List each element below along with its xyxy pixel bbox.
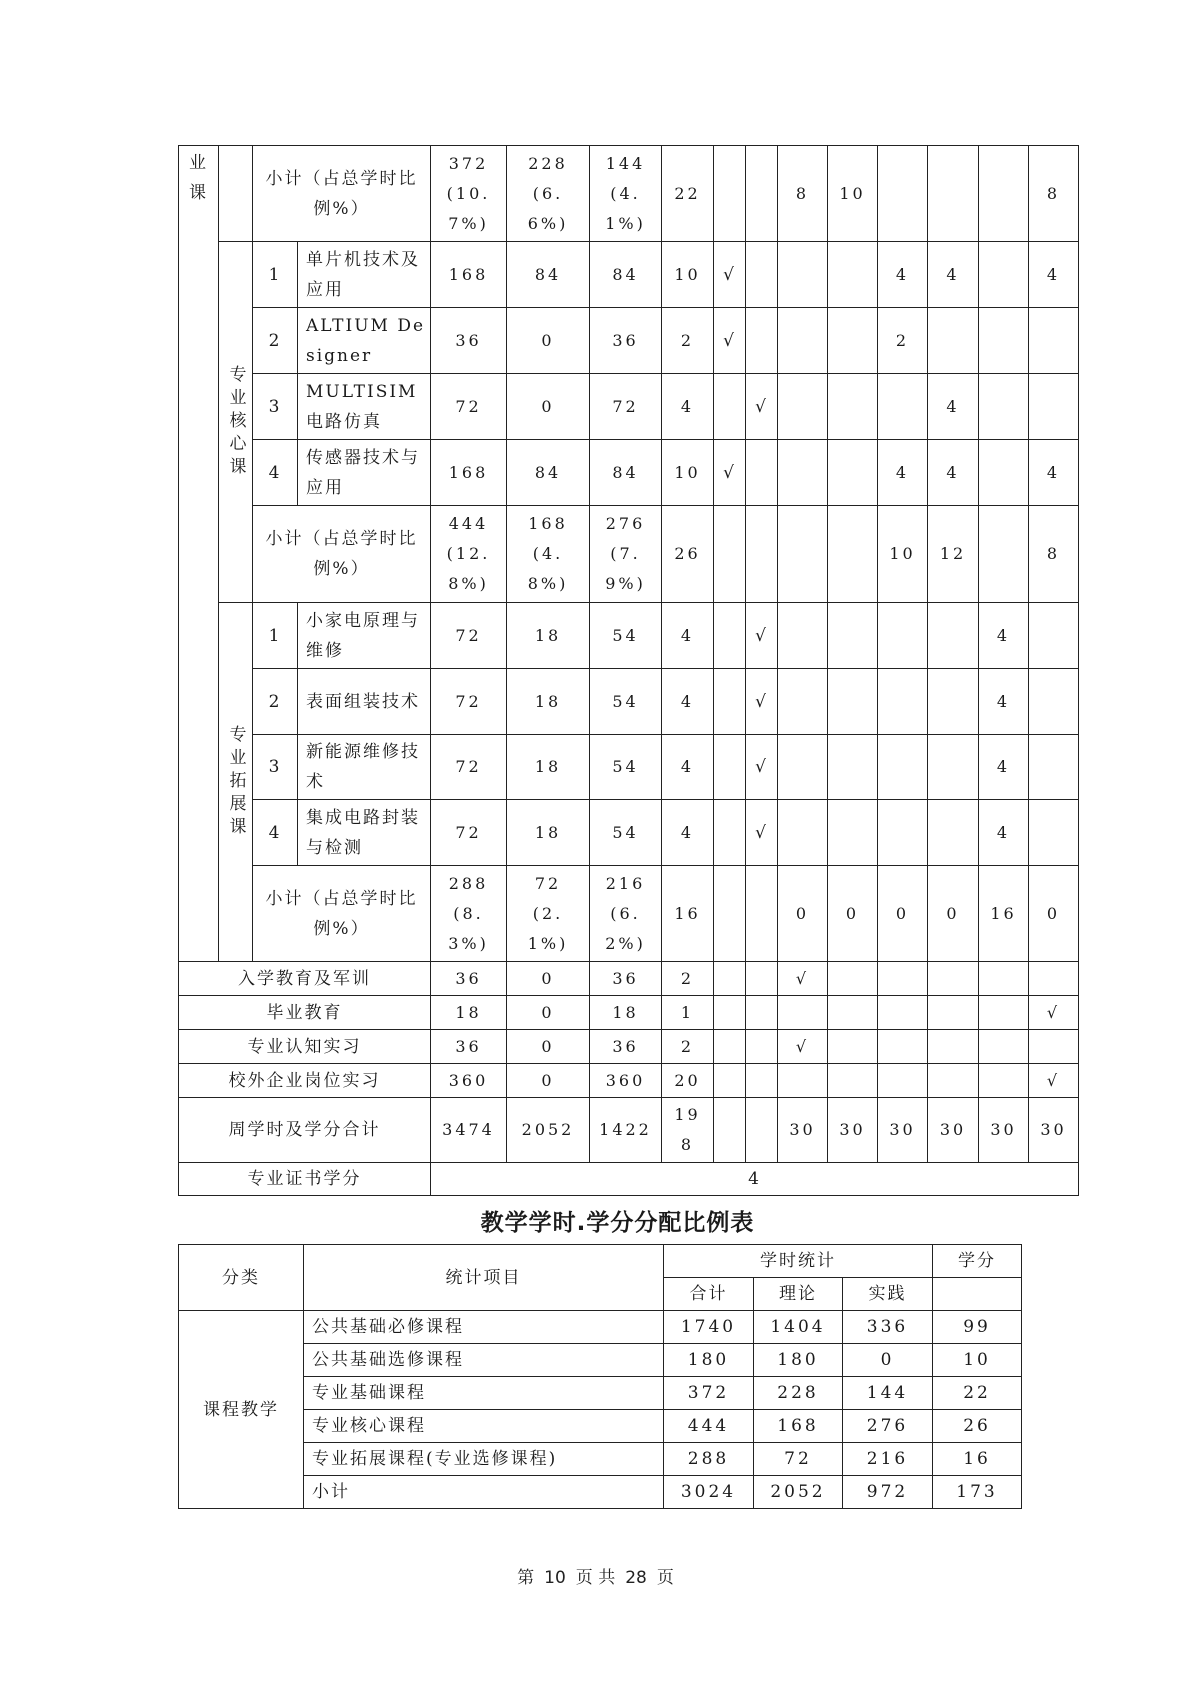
core-course-row: [179, 242, 1079, 308]
credits-cell: 4: [662, 800, 714, 866]
practice-hours-cell: 144 (4.1%): [590, 146, 662, 242]
course-name: 传感器技术与应用: [298, 440, 431, 506]
semester-3-cell: [878, 374, 928, 440]
check-mark-cell: [746, 1030, 778, 1064]
check-mark-cell: √: [746, 374, 778, 440]
total-hours-cell: 372 (10.7%): [431, 146, 507, 242]
semester-1-cell: 30: [778, 1098, 828, 1163]
semester-1-cell: [778, 506, 828, 603]
theory-hours-cell: 84: [507, 440, 590, 506]
footer-mid: 页 共: [575, 1568, 616, 1588]
theory-hours-cell: 72: [754, 1443, 843, 1476]
semester-3-cell: 2: [878, 308, 928, 374]
course-number: 2: [253, 669, 298, 735]
ratio-table-row: [179, 1410, 1022, 1443]
semester-3-cell: [878, 996, 928, 1030]
exam-mark-cell: [714, 146, 746, 242]
semester-4-cell: [928, 962, 979, 996]
grand-total-row: [179, 1098, 1079, 1163]
semester-2-cell: [828, 800, 878, 866]
total-hours-cell: 72: [431, 669, 507, 735]
grand-total-label: 周学时及学分合计: [179, 1098, 431, 1163]
total-hours-cell: 168: [431, 440, 507, 506]
semester-1-cell: [778, 669, 828, 735]
credits-cell: 20: [662, 1064, 714, 1098]
practice-hours-cell: 144: [843, 1377, 933, 1410]
footer-suffix: 页: [656, 1568, 674, 1588]
semester-1-cell: [778, 996, 828, 1030]
semester-5-cell: [979, 374, 1029, 440]
semester-2-cell: [828, 1064, 878, 1098]
theory-hours-cell: 228: [754, 1377, 843, 1410]
semester-6-cell: 4: [1029, 242, 1079, 308]
semester-5-cell: 30: [979, 1098, 1029, 1163]
credits-cell: 1: [662, 996, 714, 1030]
semester-3-cell: [878, 669, 928, 735]
total-hours-cell: 36: [431, 962, 507, 996]
semester-4-cell: [928, 603, 979, 669]
core-course-group-label: 专业核心课: [219, 242, 253, 603]
theory-hours-cell: 0: [507, 374, 590, 440]
course-name: 小家电原理与维修: [298, 603, 431, 669]
ratio-table-row: [179, 1311, 1022, 1344]
header-credits-blank: [933, 1278, 1022, 1311]
exam-mark-cell: [714, 866, 746, 962]
semester-6-cell: [1029, 603, 1079, 669]
practice-hours-cell: 1422: [590, 1098, 662, 1163]
total-hours-cell: 3474: [431, 1098, 507, 1163]
credits-cell: 10: [662, 242, 714, 308]
check-mark-cell: [746, 146, 778, 242]
semester-6-cell: [1029, 669, 1079, 735]
semester-4-cell: 12: [928, 506, 979, 603]
practice-hours-cell: 54: [590, 735, 662, 800]
theory-hours-cell: 2052: [507, 1098, 590, 1163]
credits-cell: 10: [933, 1344, 1022, 1377]
total-hours-cell: 168: [431, 242, 507, 308]
semester-4-cell: 0: [928, 866, 979, 962]
semester-6-cell: [1029, 800, 1079, 866]
practice-hours-cell: 84: [590, 440, 662, 506]
semester-6-cell: [1029, 308, 1079, 374]
credits-cell: 26: [662, 506, 714, 603]
credits-cell: 99: [933, 1311, 1022, 1344]
exam-mark-cell: [714, 1098, 746, 1163]
semester-2-cell: [828, 735, 878, 800]
check-mark-cell: [746, 440, 778, 506]
total-hours-cell: 372: [664, 1377, 754, 1410]
theory-hours-cell: 0: [507, 308, 590, 374]
theory-hours-cell: 168 (4.8%): [507, 506, 590, 603]
semester-4-cell: [928, 1064, 979, 1098]
check-mark-cell: √: [746, 669, 778, 735]
semester-5-cell: [979, 440, 1029, 506]
page-footer: [0, 1563, 1191, 1588]
core-course-row: [179, 440, 1079, 506]
semester-2-cell: [828, 962, 878, 996]
semester-3-cell: [878, 603, 928, 669]
ratio-table-row: [179, 1443, 1022, 1476]
expansion-course-group-label: 专业拓展课: [219, 603, 253, 962]
semester-4-cell: 4: [928, 242, 979, 308]
exam-mark-cell: [714, 996, 746, 1030]
item-label: 专业核心课程: [304, 1410, 664, 1443]
practice-hours-cell: 972: [843, 1476, 933, 1509]
theory-hours-cell: 228 (6.6%): [507, 146, 590, 242]
item-label: 小计: [304, 1476, 664, 1509]
header-theory: 理论: [754, 1278, 843, 1311]
activity-label: 入学教育及军训: [179, 962, 431, 996]
credits-cell: 173: [933, 1476, 1022, 1509]
total-hours-cell: 288 (8.3%): [431, 866, 507, 962]
semester-6-cell: 30: [1029, 1098, 1079, 1163]
credits-cell: 10: [662, 440, 714, 506]
course-name: 新能源维修技术: [298, 735, 431, 800]
course-number: 1: [253, 242, 298, 308]
semester-3-cell: 10: [878, 506, 928, 603]
theory-hours-cell: 2052: [754, 1476, 843, 1509]
semester-1-cell: 0: [778, 866, 828, 962]
theory-hours-cell: 0: [507, 962, 590, 996]
exam-mark-cell: [714, 962, 746, 996]
practice-hours-cell: 216: [843, 1443, 933, 1476]
semester-1-cell: [778, 242, 828, 308]
semester-1-cell: [778, 603, 828, 669]
credits-cell: 4: [662, 603, 714, 669]
exam-mark-cell: [714, 1030, 746, 1064]
credits-cell: 16: [933, 1443, 1022, 1476]
credits-cell: 4: [662, 669, 714, 735]
credits-cell: 22: [662, 146, 714, 242]
semester-5-cell: 4: [979, 735, 1029, 800]
semester-5-cell: [979, 506, 1029, 603]
header-credits: 学分: [933, 1245, 1022, 1278]
credits-cell: 4: [662, 374, 714, 440]
theory-hours-cell: 0: [507, 996, 590, 1030]
semester-6-cell: [1029, 374, 1079, 440]
exam-mark-cell: [714, 1064, 746, 1098]
check-mark-cell: √: [746, 800, 778, 866]
semester-3-cell: 4: [878, 440, 928, 506]
semester-6-cell: 8: [1029, 506, 1079, 603]
category-label-fragment: 业 课: [179, 146, 219, 962]
credits-cell: 4: [662, 735, 714, 800]
semester-3-cell: 0: [878, 866, 928, 962]
total-hours-cell: 36: [431, 308, 507, 374]
theory-hours-cell: 0: [507, 1064, 590, 1098]
course-number: 1: [253, 603, 298, 669]
semester-5-cell: [979, 1064, 1029, 1098]
item-label: 公共基础选修课程: [304, 1344, 664, 1377]
group-label-blank: [219, 146, 253, 242]
semester-2-cell: 30: [828, 1098, 878, 1163]
total-hours-cell: 18: [431, 996, 507, 1030]
theory-hours-cell: 72 (2.1%): [507, 866, 590, 962]
semester-5-cell: 4: [979, 669, 1029, 735]
practice-hours-cell: 360: [590, 1064, 662, 1098]
expansion-course-row: [179, 669, 1079, 735]
core-course-subtotal-row: [179, 506, 1079, 603]
check-mark-cell: [746, 506, 778, 603]
header-hours-group: 学时统计: [664, 1245, 933, 1278]
practice-hours-cell: 72: [590, 374, 662, 440]
footer-page-number: 10: [544, 1568, 566, 1588]
exam-mark-cell: √: [714, 242, 746, 308]
semester-1-cell: [778, 374, 828, 440]
semester-4-cell: [928, 800, 979, 866]
certificate-credit-row: [179, 1163, 1079, 1196]
ratio-table-title: 教学学时.学分分配比例表: [480, 1210, 755, 1236]
course-number: 4: [253, 440, 298, 506]
semester-2-cell: [828, 506, 878, 603]
semester-6-cell: [1029, 1030, 1079, 1064]
semester-6-cell: √: [1029, 1064, 1079, 1098]
semester-4-cell: [928, 146, 979, 242]
category-label: 课程教学: [179, 1311, 304, 1509]
footer-prefix: 第: [517, 1568, 535, 1588]
footer-total-pages: 28: [625, 1568, 647, 1588]
semester-2-cell: [828, 308, 878, 374]
semester-4-cell: [928, 735, 979, 800]
check-mark-cell: [746, 242, 778, 308]
semester-5-cell: 4: [979, 603, 1029, 669]
credits-cell: 22: [933, 1377, 1022, 1410]
credits-cell: 26: [933, 1410, 1022, 1443]
semester-4-cell: [928, 669, 979, 735]
semester-3-cell: [878, 735, 928, 800]
check-mark-cell: [746, 962, 778, 996]
semester-6-cell: [1029, 962, 1079, 996]
item-label: 专业基础课程: [304, 1377, 664, 1410]
semester-5-cell: [979, 996, 1029, 1030]
semester-6-cell: 8: [1029, 146, 1079, 242]
expansion-course-row: [179, 800, 1079, 866]
header-category: 分类: [179, 1245, 304, 1311]
semester-1-cell: [778, 800, 828, 866]
total-hours-cell: 72: [431, 800, 507, 866]
practice-hours-cell: 216 (6.2%): [590, 866, 662, 962]
semester-2-cell: [828, 1030, 878, 1064]
semester-4-cell: 30: [928, 1098, 979, 1163]
exam-mark-cell: √: [714, 308, 746, 374]
semester-1-cell: [778, 735, 828, 800]
header-total: 合计: [664, 1278, 754, 1311]
total-hours-cell: 3024: [664, 1476, 754, 1509]
exam-mark-cell: [714, 669, 746, 735]
semester-5-cell: [979, 1030, 1029, 1064]
total-hours-cell: 72: [431, 603, 507, 669]
total-hours-cell: 288: [664, 1443, 754, 1476]
credits-cell: 198: [662, 1098, 714, 1163]
total-hours-cell: 444 (12.8%): [431, 506, 507, 603]
core-course-row: [179, 374, 1079, 440]
expansion-course-subtotal-row: [179, 866, 1079, 962]
exam-mark-cell: [714, 506, 746, 603]
course-number: 3: [253, 374, 298, 440]
semester-5-cell: [979, 308, 1029, 374]
course-name: 表面组装技术: [298, 669, 431, 735]
practice-hours-cell: 36: [590, 962, 662, 996]
practice-hours-cell: 276: [843, 1410, 933, 1443]
semester-6-cell: √: [1029, 996, 1079, 1030]
semester-1-cell: [778, 1064, 828, 1098]
other-activity-row: [179, 996, 1079, 1030]
semester-1-cell: [778, 308, 828, 374]
semester-3-cell: [878, 146, 928, 242]
total-hours-cell: 72: [431, 735, 507, 800]
semester-2-cell: [828, 440, 878, 506]
practice-hours-cell: 18: [590, 996, 662, 1030]
semester-2-cell: 0: [828, 866, 878, 962]
semester-5-cell: [979, 962, 1029, 996]
practice-hours-cell: 54: [590, 800, 662, 866]
theory-hours-cell: 18: [507, 800, 590, 866]
semester-4-cell: 4: [928, 374, 979, 440]
theory-hours-cell: 84: [507, 242, 590, 308]
exam-mark-cell: [714, 735, 746, 800]
total-hours-cell: 1740: [664, 1311, 754, 1344]
activity-label: 专业认知实习: [179, 1030, 431, 1064]
semester-4-cell: [928, 1030, 979, 1064]
theory-hours-cell: 168: [754, 1410, 843, 1443]
semester-1-cell: √: [778, 962, 828, 996]
theory-hours-cell: 180: [754, 1344, 843, 1377]
core-course-row: [179, 308, 1079, 374]
teaching-plan-table: [178, 145, 1079, 1196]
semester-1-cell: [778, 440, 828, 506]
semester-1-cell: √: [778, 1030, 828, 1064]
semester-2-cell: [828, 996, 878, 1030]
theory-hours-cell: 18: [507, 669, 590, 735]
semester-5-cell: 16: [979, 866, 1029, 962]
practice-hours-cell: 84: [590, 242, 662, 308]
practice-hours-cell: 36: [590, 308, 662, 374]
semester-3-cell: [878, 800, 928, 866]
course-name: MULTISIM电路仿真: [298, 374, 431, 440]
semester-6-cell: [1029, 735, 1079, 800]
check-mark-cell: [746, 308, 778, 374]
ratio-table-row: [179, 1344, 1022, 1377]
hours-credits-ratio-table: [178, 1244, 1022, 1509]
other-activity-row: [179, 1064, 1079, 1098]
semester-1-cell: 8: [778, 146, 828, 242]
check-mark-cell: √: [746, 603, 778, 669]
activity-label: 毕业教育: [179, 996, 431, 1030]
subtotal-label: 小计（占总学时比例%）: [253, 506, 431, 603]
check-mark-cell: [746, 1064, 778, 1098]
total-hours-cell: 36: [431, 1030, 507, 1064]
semester-3-cell: 4: [878, 242, 928, 308]
semester-4-cell: [928, 308, 979, 374]
practice-hours-cell: 276 (7.9%): [590, 506, 662, 603]
expansion-course-row: [179, 603, 1079, 669]
semester-3-cell: 30: [878, 1098, 928, 1163]
semester-3-cell: [878, 1064, 928, 1098]
theory-hours-cell: 1404: [754, 1311, 843, 1344]
header-item: 统计项目: [304, 1245, 664, 1311]
semester-2-cell: [828, 603, 878, 669]
course-name: ALTIUM Designer: [298, 308, 431, 374]
semester-4-cell: [928, 996, 979, 1030]
activity-label: 校外企业岗位实习: [179, 1064, 431, 1098]
semester-2-cell: [828, 242, 878, 308]
ratio-table-row: [179, 1377, 1022, 1410]
subtotal-label: 小计（占总学时比例%）: [253, 866, 431, 962]
check-mark-cell: √: [746, 735, 778, 800]
practice-hours-cell: 0: [843, 1344, 933, 1377]
expansion-course-row: [179, 735, 1079, 800]
theory-hours-cell: 0: [507, 1030, 590, 1064]
course-name: 单片机技术及应用: [298, 242, 431, 308]
certificate-credit-value: 4: [431, 1163, 1079, 1196]
total-hours-cell: 444: [664, 1410, 754, 1443]
credits-cell: 2: [662, 1030, 714, 1064]
semester-5-cell: [979, 242, 1029, 308]
practice-hours-cell: 336: [843, 1311, 933, 1344]
total-hours-cell: 180: [664, 1344, 754, 1377]
exam-mark-cell: √: [714, 440, 746, 506]
check-mark-cell: [746, 866, 778, 962]
semester-5-cell: [979, 146, 1029, 242]
semester-6-cell: 4: [1029, 440, 1079, 506]
course-number: 3: [253, 735, 298, 800]
semester-2-cell: 10: [828, 146, 878, 242]
practice-hours-cell: 54: [590, 669, 662, 735]
other-activity-row: [179, 962, 1079, 996]
item-label: 公共基础必修课程: [304, 1311, 664, 1344]
semester-2-cell: [828, 374, 878, 440]
ratio-table-row: [179, 1476, 1022, 1509]
credits-cell: 2: [662, 962, 714, 996]
basic-course-subtotal-row: [179, 146, 1079, 242]
course-name: 集成电路封装与检测: [298, 800, 431, 866]
item-label: 专业拓展课程(专业选修课程): [304, 1443, 664, 1476]
course-number: 2: [253, 308, 298, 374]
certificate-label: 专业证书学分: [179, 1163, 431, 1196]
other-activity-row: [179, 1030, 1079, 1064]
credits-cell: 16: [662, 866, 714, 962]
semester-3-cell: [878, 1030, 928, 1064]
subtotal-label: 小计（占总学时比例%）: [253, 146, 431, 242]
total-hours-cell: 72: [431, 374, 507, 440]
check-mark-cell: [746, 1098, 778, 1163]
exam-mark-cell: [714, 374, 746, 440]
header-practice: 实践: [843, 1278, 933, 1311]
total-hours-cell: 360: [431, 1064, 507, 1098]
course-number: 4: [253, 800, 298, 866]
exam-mark-cell: [714, 603, 746, 669]
exam-mark-cell: [714, 800, 746, 866]
theory-hours-cell: 18: [507, 735, 590, 800]
credits-cell: 2: [662, 308, 714, 374]
practice-hours-cell: 36: [590, 1030, 662, 1064]
semester-2-cell: [828, 669, 878, 735]
theory-hours-cell: 18: [507, 603, 590, 669]
semester-4-cell: 4: [928, 440, 979, 506]
check-mark-cell: [746, 996, 778, 1030]
practice-hours-cell: 54: [590, 603, 662, 669]
semester-5-cell: 4: [979, 800, 1029, 866]
semester-3-cell: [878, 962, 928, 996]
semester-6-cell: 0: [1029, 866, 1079, 962]
